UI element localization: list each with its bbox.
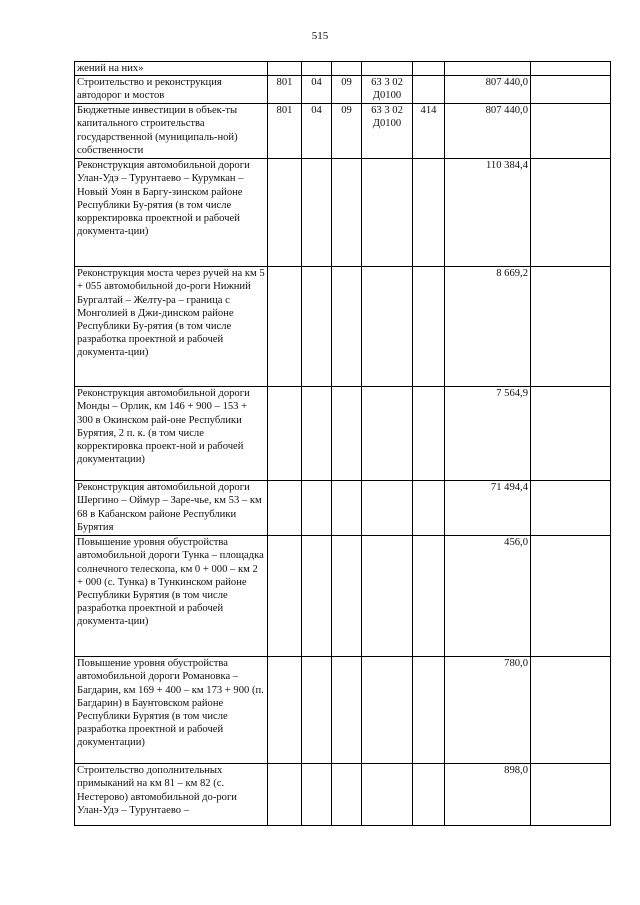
empty-column-cell [531, 62, 611, 76]
section-code-cell [302, 267, 332, 387]
table-row [75, 76, 611, 104]
subsection-code-cell [332, 267, 362, 387]
target-article-cell: 63 3 02 Д0100 [362, 76, 413, 104]
target-article-cell [362, 159, 413, 267]
expense-type-cell [413, 764, 445, 826]
table-row [75, 536, 611, 657]
target-article-cell [362, 764, 413, 826]
empty-column-cell [531, 104, 611, 159]
budget-table [74, 61, 611, 826]
expense-type-cell [413, 267, 445, 387]
amount-cell: 110 384,4 [445, 159, 531, 267]
empty-column-cell [531, 481, 611, 536]
target-article-cell [362, 536, 413, 657]
row-name-cell: Повышение уровня обустройства автомобильной дороги Романовка – Багдарин, км 169 + 400 – км 173 + 900 (п. Багдарин) в Баунтовском районе Республики Бурятия (в том числе разработка проектной и рабочей документации) [75, 657, 268, 764]
row-name-cell: Бюджетные инвестиции в объек-ты капитального строительства государственной (муниципаль-ной) собственности [75, 104, 268, 159]
row-name-cell: Реконструкция автомобильной дороги Улан-Удэ – Турунтаево – Курумкан – Новый Уоян в Баргу-зинском районе Республики Бу-рятия (в том числе корректировка проектной и рабочей документа-ции) [75, 159, 268, 267]
expense-type-cell [413, 536, 445, 657]
subsection-code-cell [332, 481, 362, 536]
table-row [75, 657, 611, 764]
amount-cell: 8 669,2 [445, 267, 531, 387]
section-code-cell: 04 [302, 104, 332, 159]
subsection-code-cell [332, 62, 362, 76]
expense-type-cell [413, 387, 445, 481]
section-code-cell [302, 159, 332, 267]
empty-column-cell [531, 76, 611, 104]
target-article-cell [362, 267, 413, 387]
ved-code-cell [268, 159, 302, 267]
row-name-cell: Реконструкция моста через ручей на км 5 + 055 автомобильной до-роги Нижний Бургалтай – Желту-ра – граница с Монголией в Джи-динском районе Республики Бу-рятия (в том числе разработка проектной и рабочей документа-ции) [75, 267, 268, 387]
expense-type-cell [413, 481, 445, 536]
ved-code-cell [268, 387, 302, 481]
target-article-cell: 63 3 02 Д0100 [362, 104, 413, 159]
expense-type-cell [413, 76, 445, 104]
row-name-cell: жений на них» [75, 62, 268, 76]
empty-column-cell [531, 764, 611, 826]
table-row [75, 764, 611, 826]
expense-type-cell [413, 62, 445, 76]
target-article-cell [362, 387, 413, 481]
row-name-cell: Повышение уровня обустройства автомобильной дороги Тунка – площадка солнечного телескопа, км 0 + 000 – км 2 + 000 (с. Тунка) в Тункинском районе Республики Бурятия (в том числе разработка проектной и рабочей документа-ции) [75, 536, 268, 657]
ved-code-cell [268, 267, 302, 387]
target-article-cell [362, 481, 413, 536]
ved-code-cell [268, 536, 302, 657]
ved-code-cell [268, 481, 302, 536]
expense-type-cell [413, 657, 445, 764]
amount-cell: 71 494,4 [445, 481, 531, 536]
section-code-cell [302, 536, 332, 657]
table-row [75, 267, 611, 387]
empty-column-cell [531, 387, 611, 481]
amount-cell: 898,0 [445, 764, 531, 826]
section-code-cell [302, 657, 332, 764]
table-row [75, 104, 611, 159]
ved-code-cell: 801 [268, 104, 302, 159]
subsection-code-cell: 09 [332, 104, 362, 159]
empty-column-cell [531, 536, 611, 657]
amount-cell: 807 440,0 [445, 76, 531, 104]
expense-type-cell [413, 159, 445, 267]
ved-code-cell [268, 62, 302, 76]
target-article-cell [362, 62, 413, 76]
table-row [75, 481, 611, 536]
subsection-code-cell [332, 764, 362, 826]
page-number: 515 [311, 30, 329, 42]
section-code-cell [302, 62, 332, 76]
subsection-code-cell [332, 387, 362, 481]
subsection-code-cell [332, 159, 362, 267]
empty-column-cell [531, 159, 611, 267]
subsection-code-cell [332, 657, 362, 764]
expense-type-cell: 414 [413, 104, 445, 159]
section-code-cell [302, 764, 332, 826]
row-name-cell: Строительство и реконструкция автодорог и мостов [75, 76, 268, 104]
ved-code-cell [268, 764, 302, 826]
empty-column-cell [531, 267, 611, 387]
amount-cell [445, 62, 531, 76]
amount-cell: 807 440,0 [445, 104, 531, 159]
row-name-cell: Реконструкция автомобильной дороги Шергино – Оймур – Заре-чье, км 53 – км 68 в Кабанском районе Республики Бурятия [75, 481, 268, 536]
amount-cell: 7 564,9 [445, 387, 531, 481]
subsection-code-cell [332, 536, 362, 657]
section-code-cell [302, 387, 332, 481]
empty-column-cell [531, 657, 611, 764]
table-row [75, 62, 611, 76]
section-code-cell [302, 481, 332, 536]
ved-code-cell: 801 [268, 76, 302, 104]
section-code-cell: 04 [302, 76, 332, 104]
table-body [75, 62, 611, 826]
ved-code-cell [268, 657, 302, 764]
row-name-cell: Строительство дополнительных примыканий на км 81 – км 82 (с. Нестерово) автомобильной до-роги Улан-Удэ – Турунтаево – [75, 764, 268, 826]
table-row [75, 159, 611, 267]
subsection-code-cell: 09 [332, 76, 362, 104]
table-row [75, 387, 611, 481]
target-article-cell [362, 657, 413, 764]
amount-cell: 456,0 [445, 536, 531, 657]
amount-cell: 780,0 [445, 657, 531, 764]
row-name-cell: Реконструкция автомобильной дороги Монды – Орлик, км 146 + 900 – 153 + 300 в Окинском рай-оне Республики Бурятия, 2 п. к. (в том числе корректировка проект-ной и рабочей документации) [75, 387, 268, 481]
